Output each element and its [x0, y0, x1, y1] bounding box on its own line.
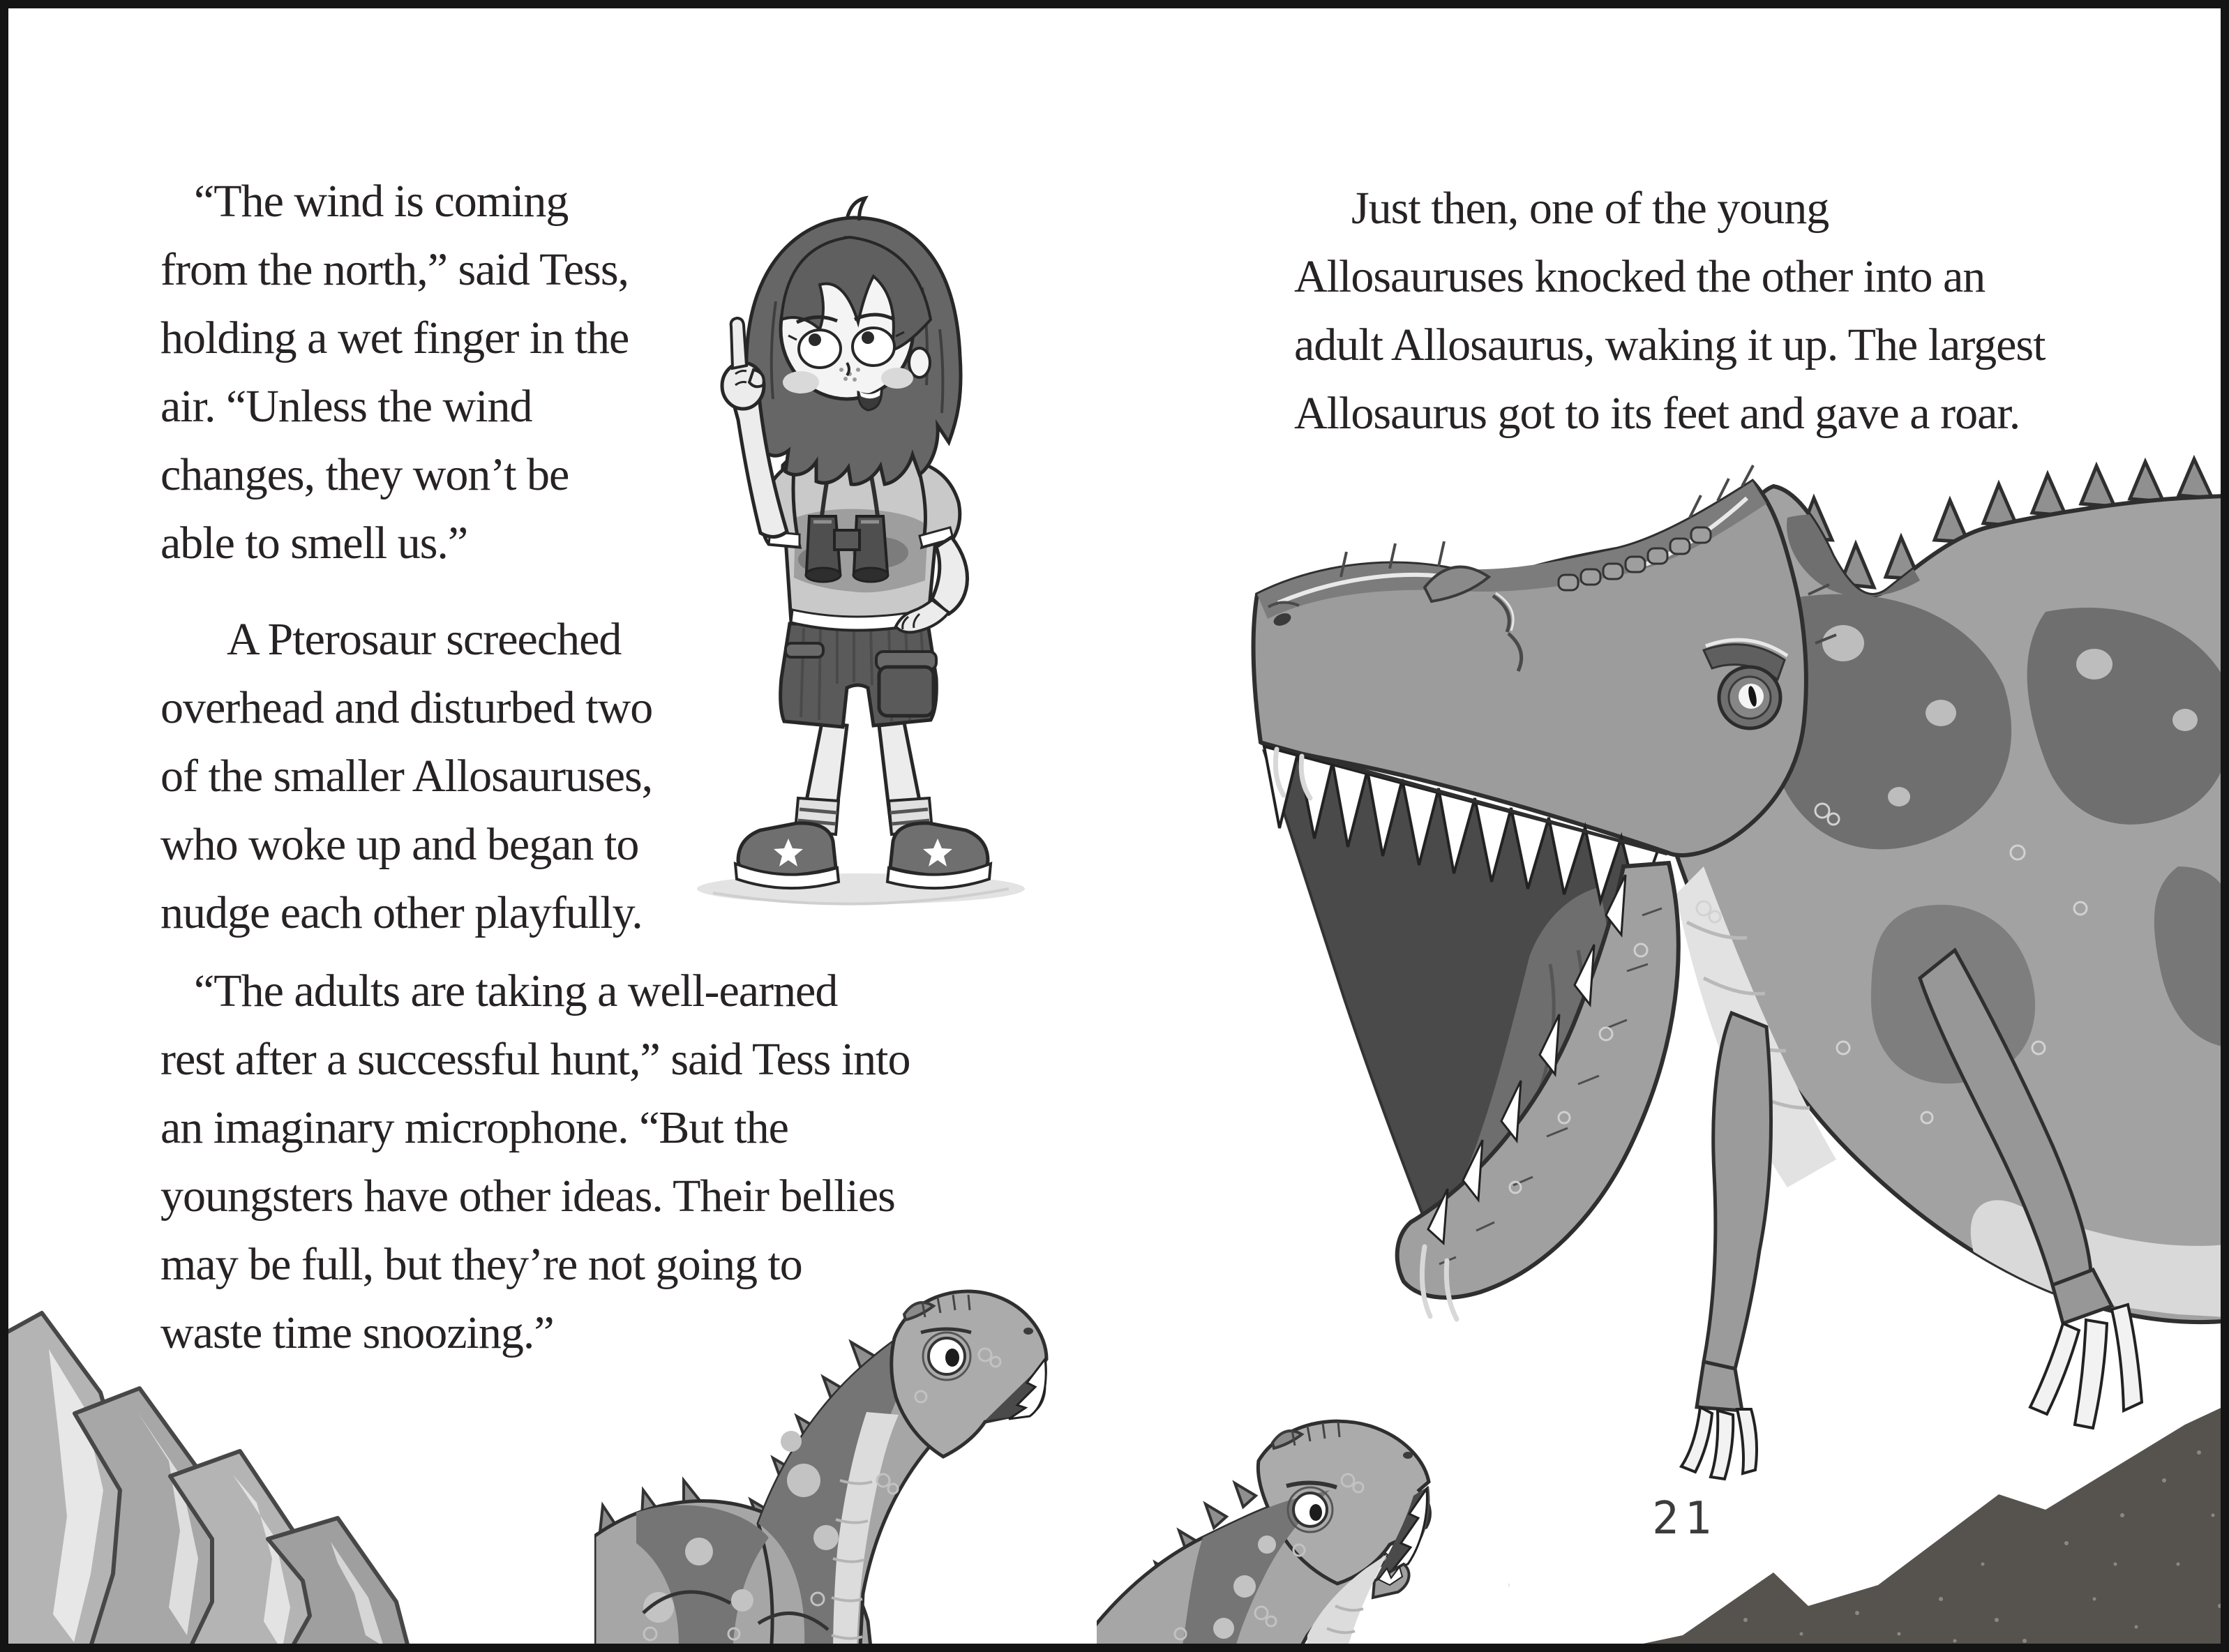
- girl-illustration: [671, 190, 1055, 915]
- cargo-pocket: [879, 667, 933, 716]
- text-line: A Pterosaur screeched: [227, 614, 622, 665]
- right-blush: [881, 368, 913, 389]
- left-paragraph-1: [160, 167, 629, 578]
- text-line: waste time snoozing.”: [160, 1307, 554, 1358]
- text-line: rest after a successful hunt,” said Tess into: [160, 1034, 910, 1085]
- ear: [909, 348, 930, 377]
- adult-allosaurus-illustration: [1215, 420, 2229, 1536]
- text-line: holding a wet finger in the: [160, 313, 629, 363]
- left-eye: [799, 330, 841, 368]
- left-blush: [783, 371, 819, 393]
- text-line: Just then, one of the young: [1351, 183, 1829, 234]
- text-line: nudge each other playfully.: [160, 887, 643, 938]
- text-line: able to smell us.”: [160, 518, 468, 569]
- text-line: “The adults are taking a well-earned: [194, 966, 838, 1016]
- pointing-finger: [731, 318, 746, 368]
- left-paragraph-2: [160, 606, 652, 947]
- text-line: who woke up and began to: [160, 819, 639, 870]
- side-pocket-flap: [786, 643, 823, 657]
- text-line: youngsters have other ideas. Their bellies: [160, 1171, 895, 1222]
- near-arm: [1704, 1013, 1771, 1369]
- right-pupil: [862, 331, 874, 344]
- text-line: an imaginary microphone. “But the: [160, 1102, 788, 1153]
- page-number: 21: [1652, 1493, 1718, 1545]
- mountain-illustration: [1508, 1390, 2229, 1652]
- text-line: adult Allosaurus, waking it up. The largest: [1294, 320, 2046, 370]
- text-line: may be full, but they’re not going to: [160, 1239, 802, 1290]
- text-line: from the north,” said Tess,: [160, 244, 629, 295]
- adult-dino: [1254, 459, 2229, 1479]
- thumb: [749, 370, 764, 386]
- text-line: overhead and disturbed two: [160, 682, 653, 733]
- text-line: of the smaller Allosauruses,: [160, 751, 653, 802]
- right-paragraph-1: [1294, 174, 2045, 448]
- tess-pointing-icon: [671, 190, 1055, 915]
- text-line: “The wind is coming: [194, 176, 569, 227]
- text-line: air. “Unless the wind: [160, 381, 532, 432]
- right-eye: [853, 328, 894, 366]
- pupil: [945, 1349, 959, 1367]
- left-pupil: [809, 333, 821, 346]
- adult-allosaurus-icon: [1215, 420, 2229, 1536]
- text-line: changes, they won’t be: [160, 449, 569, 500]
- tess: [697, 198, 1025, 904]
- left-paragraph-3: [160, 957, 910, 1367]
- text-line: Allosauruses knocked the other into an: [1294, 251, 1986, 302]
- text-line: Allosaurus got to its feet and gave a roar.: [1294, 388, 2020, 439]
- nostril: [1023, 1328, 1033, 1335]
- mountain-silhouette-icon: [1508, 1390, 2229, 1652]
